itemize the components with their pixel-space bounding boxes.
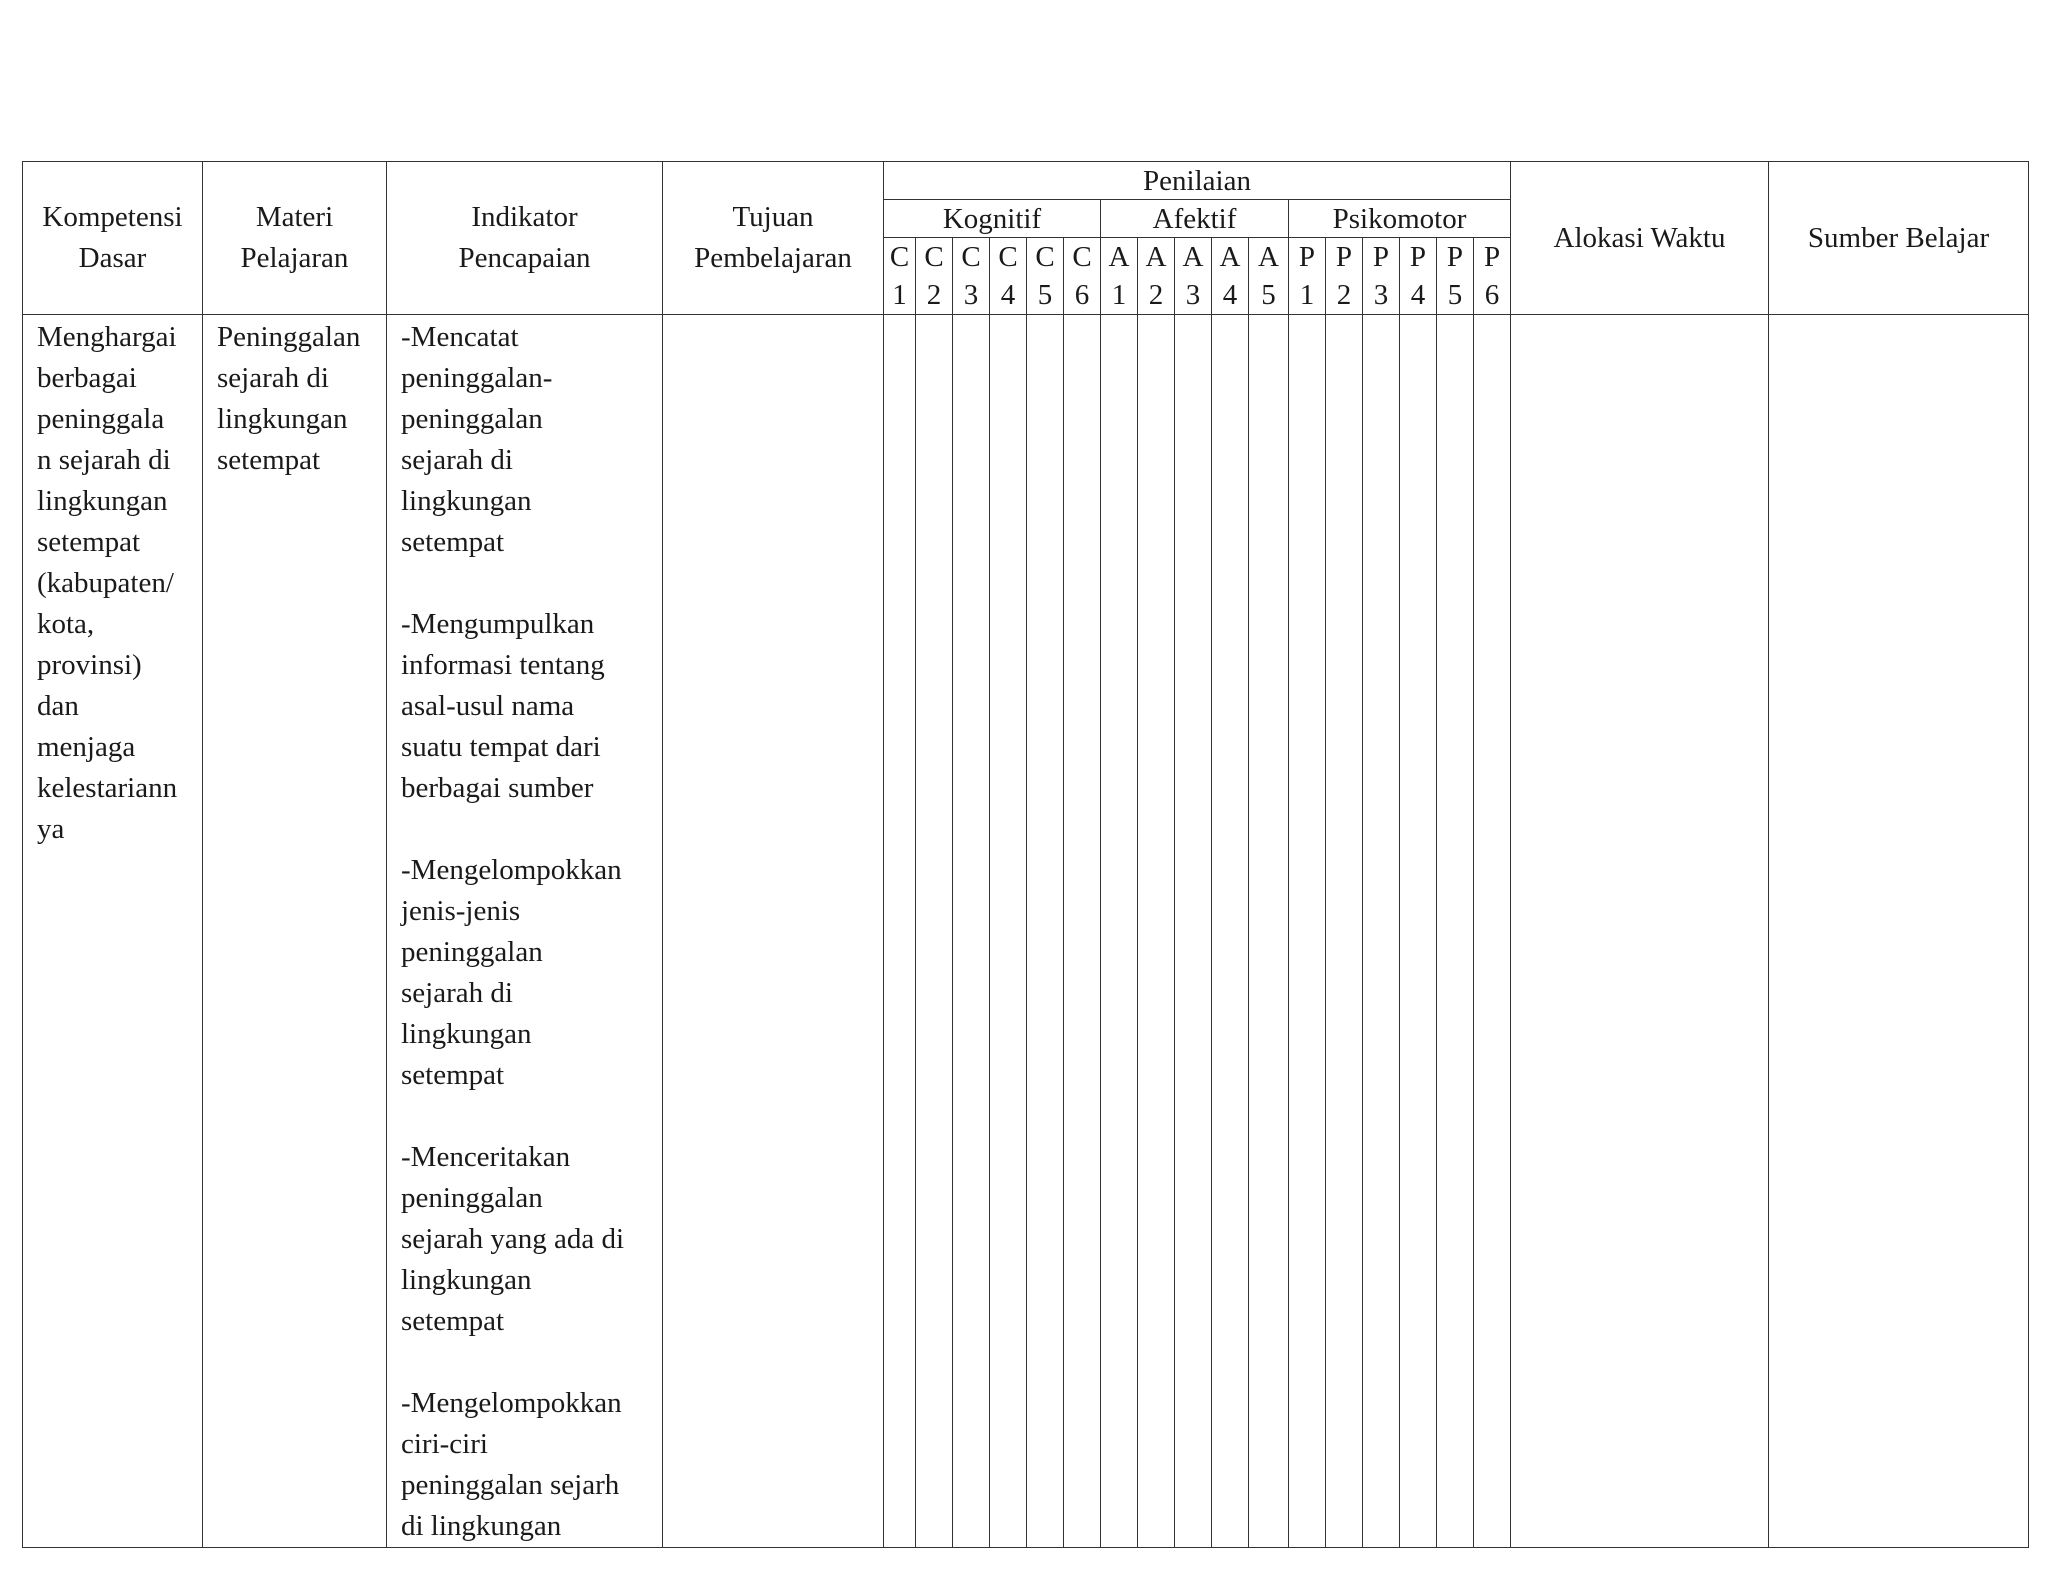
cell-code-p4 [1400, 315, 1437, 1548]
code-number: 5 [1447, 279, 1463, 311]
code-letter: C [924, 241, 944, 273]
code-letter: A [1145, 241, 1167, 273]
code-number: 2 [1336, 279, 1352, 311]
indikator-line: setempat [401, 1305, 505, 1337]
materi-line: setempat [217, 444, 321, 476]
code-number: 1 [892, 279, 907, 311]
code-letter: A [1182, 241, 1204, 273]
code-letter: P [1372, 241, 1390, 273]
kompetensi-line: kota, [37, 608, 95, 640]
code-number: 4 [1410, 279, 1426, 311]
kompetensi-line: ya [37, 813, 65, 845]
header-kognitif: Kognitif [884, 200, 1101, 238]
kompetensi-line: peninggala [37, 403, 165, 435]
cell-code-a3 [1175, 315, 1212, 1548]
code-letter: A [1108, 241, 1130, 273]
code-number: 1 [1299, 279, 1315, 311]
header-code-a2 [1138, 238, 1175, 315]
cell-code-c2 [916, 315, 953, 1548]
code-letter: P [1335, 241, 1353, 273]
header-afektif: Afektif [1101, 200, 1289, 238]
code-letter: C [1072, 241, 1092, 273]
indikator-line: lingkungan [401, 1264, 532, 1296]
code-number: 5 [1037, 279, 1053, 311]
indikator-line: asal-usul nama [401, 690, 575, 722]
kompetensi-line: setempat [37, 526, 141, 558]
cell-code-c5 [1027, 315, 1064, 1548]
indikator-line: lingkungan [401, 1018, 532, 1050]
indikator-line: setempat [401, 526, 505, 558]
cell-alokasi-waktu [1511, 315, 1769, 1548]
header-code-a5 [1249, 238, 1289, 315]
header-penilaian: Penilaian [884, 162, 1511, 200]
header-code-p4 [1400, 238, 1437, 315]
cell-tujuan-pembelajaran [663, 315, 884, 1548]
cell-materi-pelajaran [203, 315, 387, 1548]
code-letter: P [1298, 241, 1316, 273]
code-number: 1 [1111, 279, 1127, 311]
cell-kompetensi-dasar [23, 315, 203, 1548]
cell-sumber-belajar [1769, 315, 2029, 1548]
code-letter: C [998, 241, 1018, 273]
indikator-line: sejarah yang ada di [401, 1223, 625, 1255]
indikator-line: sejarah di [401, 977, 513, 1009]
code-number: 4 [1000, 279, 1016, 311]
indikator-line: peninggalan- [401, 362, 553, 394]
indikator-line: peninggalan sejarh [401, 1469, 620, 1501]
indikator-line: ciri-ciri [401, 1428, 488, 1460]
indikator-line: -Mengelompokkan [401, 1387, 622, 1419]
syllabus-table [22, 161, 2029, 1548]
indikator-line: peninggalan [401, 403, 543, 435]
indikator-line: sejarah di [401, 444, 513, 476]
header-code-p6 [1474, 238, 1511, 315]
cell-code-c4 [990, 315, 1027, 1548]
cell-code-p2 [1326, 315, 1363, 1548]
indikator-item [401, 850, 652, 1096]
code-letter: C [1035, 241, 1055, 273]
kompetensi-line: Menghargai [37, 321, 177, 353]
materi-line: Peninggalan [217, 321, 361, 353]
code-letter: C [961, 241, 981, 273]
indikator-line: peninggalan [401, 936, 543, 968]
header-psikomotor: Psikomotor [1289, 200, 1511, 238]
cell-code-c3 [953, 315, 990, 1548]
materi-line: sejarah di [217, 362, 329, 394]
header-code-p2 [1326, 238, 1363, 315]
cell-code-p3 [1363, 315, 1400, 1548]
code-number: 3 [1185, 279, 1201, 311]
kompetensi-line: n sejarah di [37, 444, 171, 476]
cell-code-a5 [1249, 315, 1289, 1548]
indikator-line: setempat [401, 1059, 505, 1091]
header-code-p1 [1289, 238, 1326, 315]
cell-code-a2 [1138, 315, 1175, 1548]
kompetensi-line: lingkungan [37, 485, 168, 517]
kompetensi-line: provinsi) [37, 649, 142, 681]
cell-code-p1 [1289, 315, 1326, 1548]
kompetensi-line: kelestariann [37, 772, 178, 804]
indikator-line: berbagai sumber [401, 772, 594, 804]
code-number: 6 [1074, 279, 1090, 311]
header-code-c5 [1027, 238, 1064, 315]
header-kompetensi-dasar: Kompetensi Dasar [23, 162, 203, 315]
code-letter: P [1483, 241, 1501, 273]
header-materi-pelajaran: Materi Pelajaran [203, 162, 387, 315]
cell-code-c6 [1064, 315, 1101, 1548]
indikator-line: -Menceritakan [401, 1141, 571, 1173]
materi-line: lingkungan [217, 403, 348, 435]
kompetensi-line: menjaga [37, 731, 136, 763]
code-letter: P [1446, 241, 1464, 273]
header-alokasi-waktu: Alokasi Waktu [1511, 162, 1769, 315]
code-number: 2 [1148, 279, 1164, 311]
indikator-line: informasi tentang [401, 649, 605, 681]
header-code-c2 [916, 238, 953, 315]
code-number: 2 [926, 279, 942, 311]
header-code-p5 [1437, 238, 1474, 315]
header-sumber-belajar: Sumber Belajar [1769, 162, 2029, 315]
indikator-line: di lingkungan [401, 1510, 562, 1542]
kompetensi-line: dan [37, 690, 79, 722]
header-indikator-pencapaian: Indikator Pencapaian [387, 162, 663, 315]
code-number: 3 [963, 279, 979, 311]
indikator-item [401, 317, 652, 563]
cell-code-p6 [1474, 315, 1511, 1548]
code-letter: C [889, 241, 910, 273]
code-letter: A [1219, 241, 1241, 273]
cell-indikator-pencapaian [387, 315, 663, 1548]
header-code-c3 [953, 238, 990, 315]
indikator-item [401, 604, 652, 809]
indikator-item [401, 1383, 652, 1547]
header-code-a4 [1212, 238, 1249, 315]
cell-code-c1 [884, 315, 916, 1548]
header-code-c6 [1064, 238, 1101, 315]
header-code-a3 [1175, 238, 1212, 315]
kompetensi-line: (kabupaten/ [37, 567, 174, 599]
indikator-line: -Mencatat [401, 321, 519, 353]
code-number: 3 [1373, 279, 1389, 311]
header-code-p3 [1363, 238, 1400, 315]
code-number: 6 [1484, 279, 1500, 311]
kompetensi-line: berbagai [37, 362, 137, 394]
indikator-line: jenis-jenis [401, 895, 521, 927]
cell-code-a1 [1101, 315, 1138, 1548]
header-code-a1 [1101, 238, 1138, 315]
indikator-line: -Mengelompokkan [401, 854, 622, 886]
cell-code-p5 [1437, 315, 1474, 1548]
indikator-line: -Mengumpulkan [401, 608, 595, 640]
cell-code-a4 [1212, 315, 1249, 1548]
indikator-line: suatu tempat dari [401, 731, 601, 763]
code-number: 4 [1222, 279, 1238, 311]
indikator-line: peninggalan [401, 1182, 543, 1214]
indikator-line: lingkungan [401, 485, 532, 517]
header-code-c4 [990, 238, 1027, 315]
indikator-item [401, 1137, 652, 1342]
header-code-c1 [884, 238, 916, 315]
code-number: 5 [1261, 279, 1276, 311]
code-letter: P [1409, 241, 1427, 273]
code-letter: A [1258, 241, 1279, 273]
header-tujuan-pembelajaran: Tujuan Pembelajaran [663, 162, 884, 315]
